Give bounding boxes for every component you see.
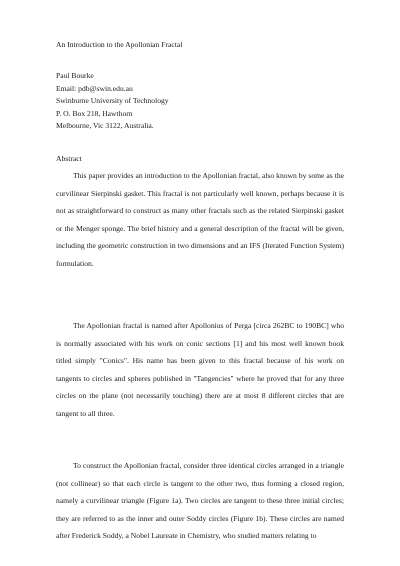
author-email: Email: pdb@swin.edu.au — [56, 83, 133, 93]
abstract-paragraph: This paper provides an introduction to the Apollonian fractal, also known by some as the curvilinear Sierpinski gasket. This fractal is not particularly well known, perhaps because it is not as straightforward to construct as many other fractals such as the related Sierpinski gasket or the Menger sponge. The brief history and a general description of the fractal will be given, including the geometric construction in two dimensions and an IFS (Iterated Function System) formulation. — [56, 171, 344, 268]
author-city: Melbourne, Vic 3122, Australia. — [56, 121, 154, 131]
author-block — [56, 70, 169, 133]
author-institution: Swinburne University of Technology — [56, 96, 169, 106]
body-paragraph-2: To construct the Apollonian fractal, consider three identical circles arranged in a triangle (not collinear) so that each circle is tangent to the other two, thus forming a closed region, namely a curvilinear triangle (Figure 1a). Two circles are tangent to these three initial circles; they are referred to as the inner and outer Soddy circles (Figure 1b). These circles are named after Frederick Soddy, a Nobel Laureate in Chemistry, who studied matters relating to — [56, 461, 344, 541]
author-name: Paul Bourke — [56, 71, 94, 80]
body-paragraph-1: The Apollonian fractal is named after Apollonius of Perga [circa 262BC to 190BC] who is normally associated with his work on conic sections [1] and his most well known book titled simply "Conics". His name has been given to this fractal because of his work on tangents to circles and spheres published in "Tangencies" where he proved that for any three circles on the plane (not necessarily touching) there are at most 8 different circles that are tangent to all three. — [56, 321, 344, 418]
author-po-box: P. O. Box 218, Hawthorn — [56, 108, 133, 118]
paper-title: An Introduction to the Apollonian Fractal — [56, 40, 183, 49]
abstract-heading: Abstract — [56, 154, 82, 163]
